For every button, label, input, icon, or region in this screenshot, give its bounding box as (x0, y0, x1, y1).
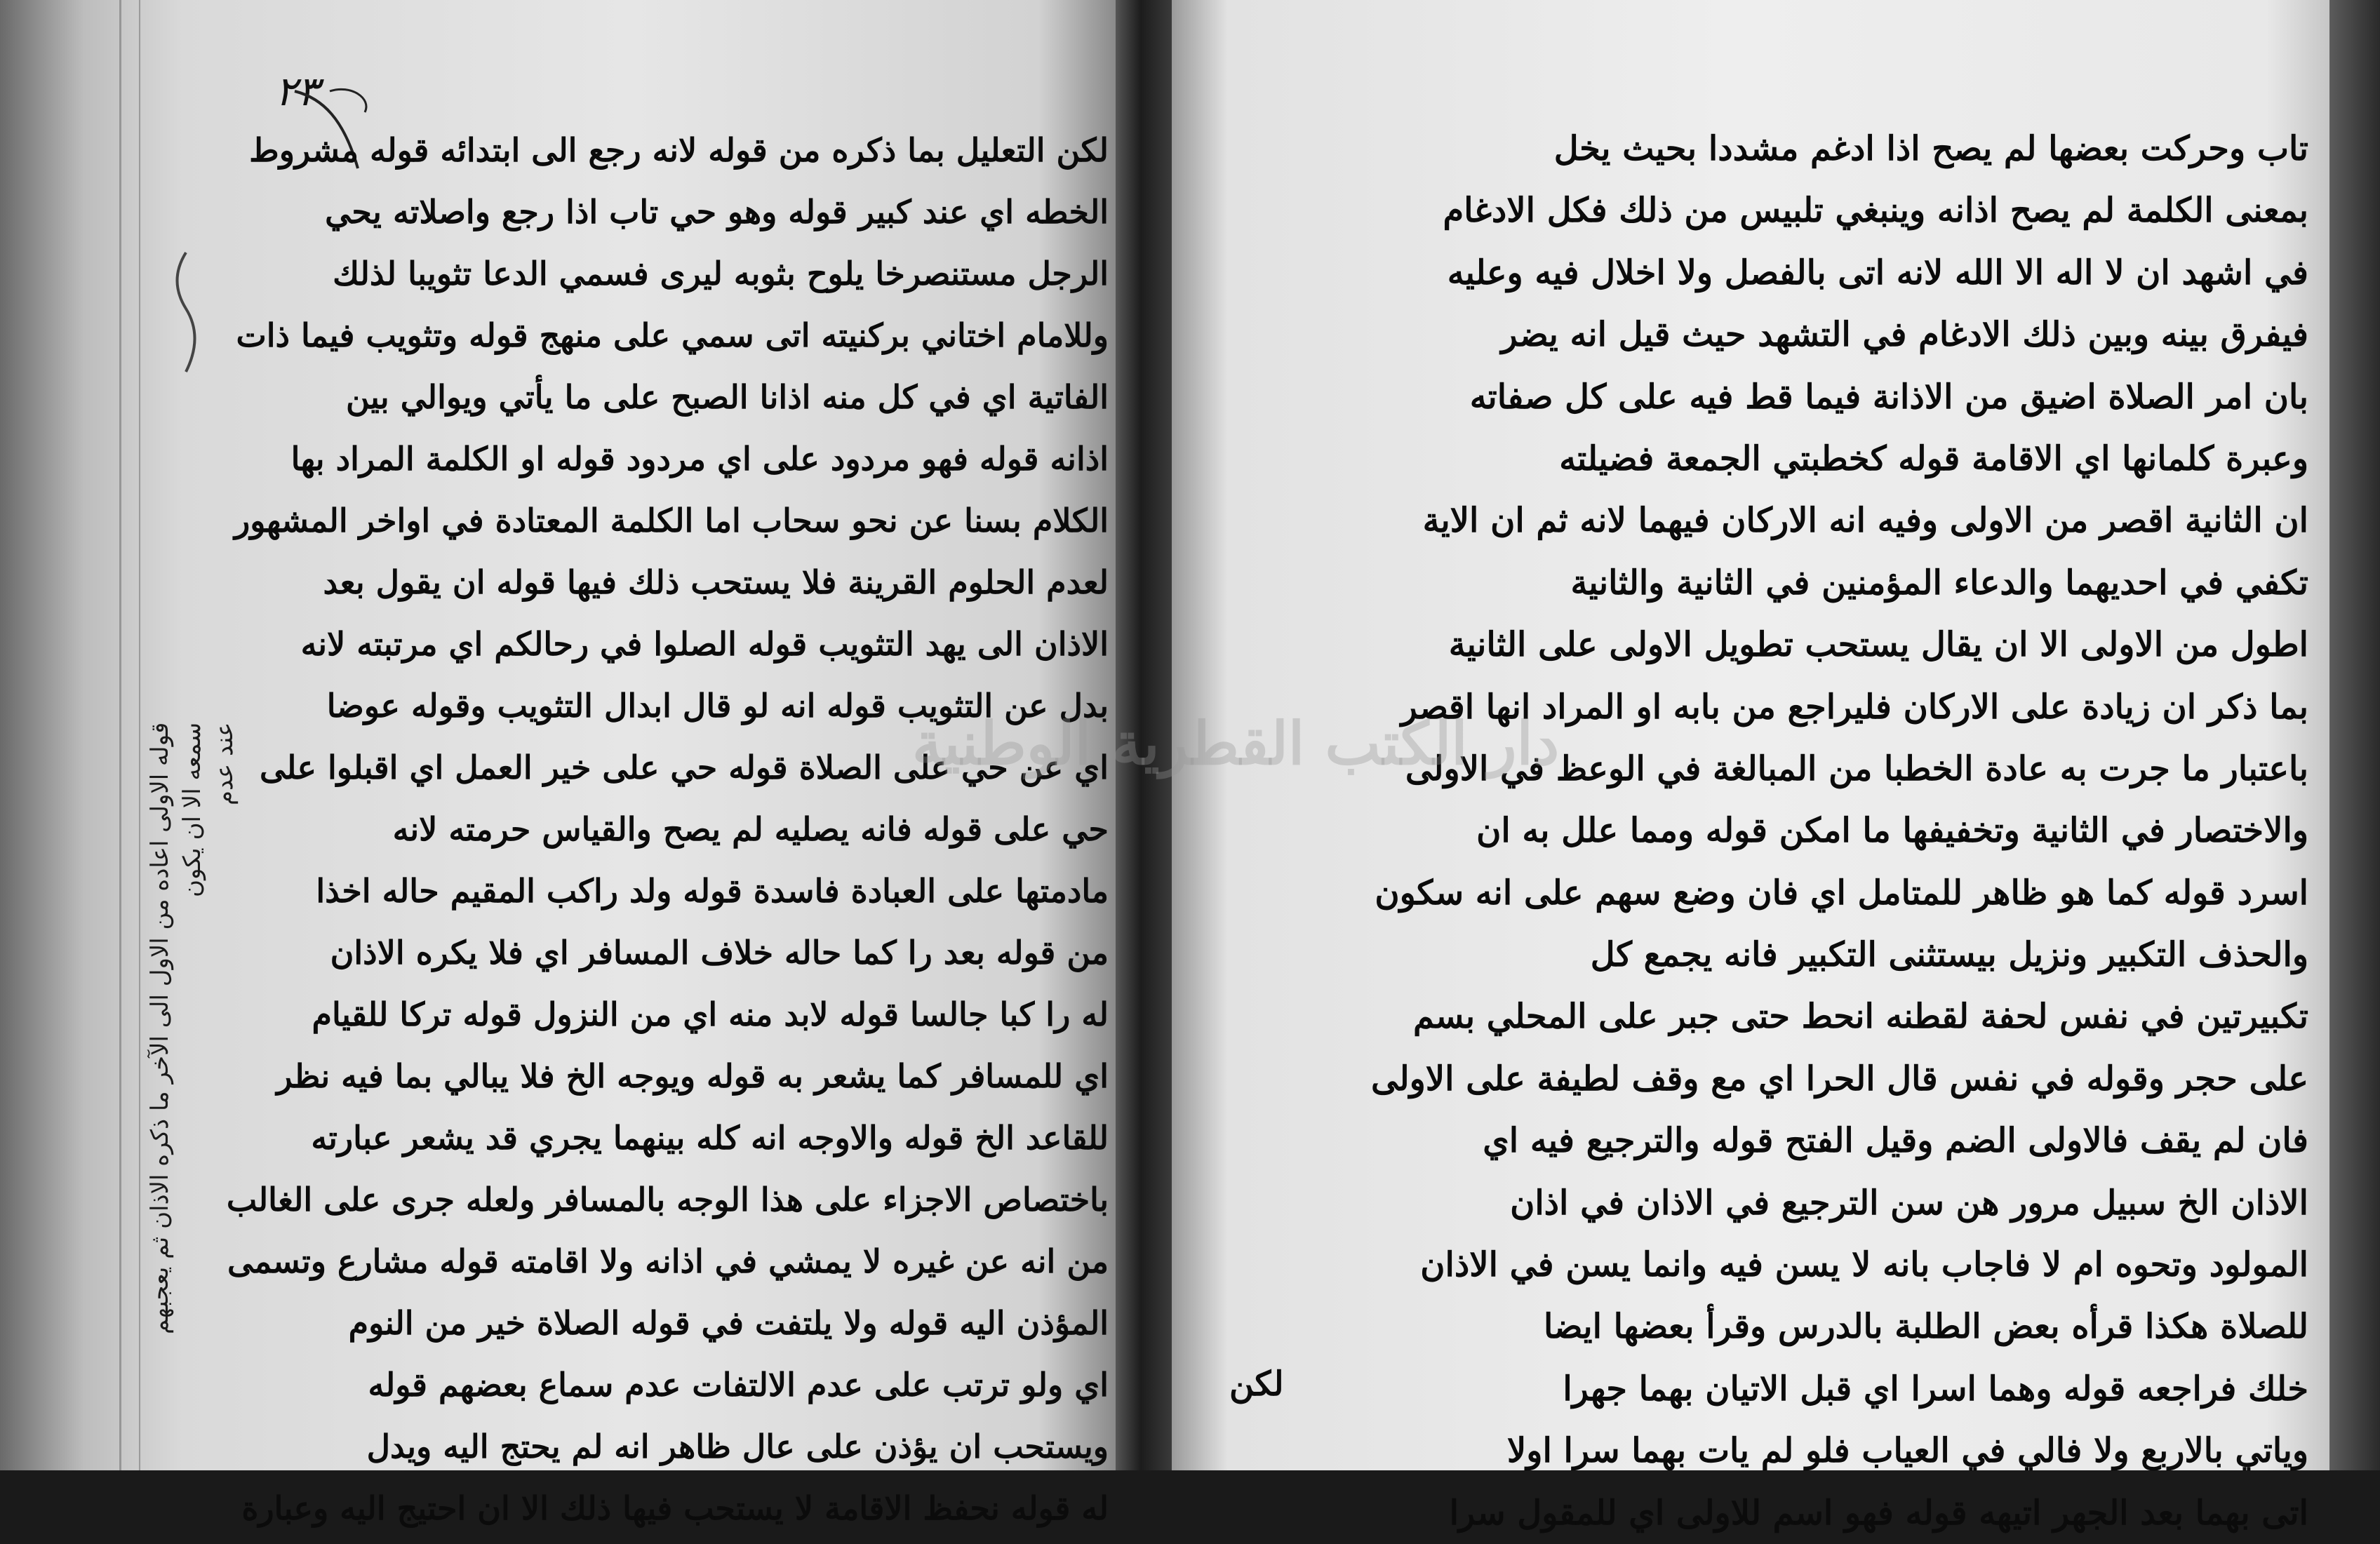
text-line: الخطه اي عند كبير قوله وهو حي تاب اذا رجع واصلاته يحي (325, 193, 1109, 231)
right-page-text (1214, 118, 2308, 1544)
text-line: من انه عن غيره لا يمشي في اذانه ولا اقامته قوله مشارع وتسمى (227, 1242, 1109, 1280)
text-line: للقاعد الخ قوله والاوجه انه كله بينهما يجري قد يشعر عبارته (311, 1119, 1109, 1157)
text-line: حي على قوله فانه يصليه لم يصح والقياس حرمته لانه (392, 810, 1109, 848)
text-line: باعتبار ما جرت به عادة الخطبا من المبالغة في الوعظ في الاولى (1405, 748, 2308, 788)
text-line: المؤذن اليه قوله ولا يلتفت في قوله الصلاة خير من النوم (348, 1304, 1109, 1342)
margin-squiggle-icon (161, 253, 210, 372)
text-line: وعبرة كلمانها اي الاقامة قوله كخطبتي الجمعة فضيلته (1559, 438, 2308, 478)
text-line: ويستحب ان يؤذن على عال ظاهر انه لم يحتج اليه ويدل (366, 1428, 1109, 1465)
text-line: فان لم يقف فالاولى الضم وقيل الفتح قوله والترجيع فيه اي (1483, 1121, 2308, 1161)
text-line: اطول من الاولى الا ان يقال يستحب تطويل الاولى على الثانية (1448, 625, 2308, 665)
text-line: وللامام اختاني بركنيته اتى سمي على منهج قوله وتثويب فيما ذات (236, 316, 1109, 354)
text-line: اتى بهما بعد الجهر اتيهه قوله فهو اسم للاولى اي للمقول سرا (1449, 1493, 2308, 1533)
text-line: الاذان الخ سبيل مرور هن سن الترجيع في الاذان في اذان (1510, 1183, 2308, 1223)
text-line: والحذف التكبير ونزيل بيستثنى التكبير فانه يجمع كل (1590, 935, 2308, 975)
text-line: بان امر الصلاة اضيق من الاذانة فيما قط فيه على كل صفاته (1469, 377, 2308, 417)
margin-note-text: قوله الاولى اعاده من الاول الى الآخر ما ذكره الاذان ثم يعجبهم سمعه الا ان يكون (146, 723, 206, 1335)
text-line: وياتي بالاربع ولا فالي في العياب فلو لم يات بهما سرا اولا (1506, 1431, 2308, 1471)
text-line: تكبيرتين في نفس لحفة لقطنه انحط حتى جبر على المحلي بسم (1412, 997, 2308, 1037)
text-line: اي عن حي على الصلاة قوله حي على خير العمل اي اقبلوا على (259, 748, 1109, 786)
text-line: بدل عن التثويب قوله انه لو قال ابدال التثويب وقوله عوضا (326, 687, 1109, 725)
text-line: لعدم الحلوم القرينة فلا يستحب ذلك فيها قوله ان يقول بعد (323, 563, 1109, 601)
text-line: له را كبا جالسا قوله لابد منه اي من النزول قوله تركا للقيام (312, 995, 1109, 1033)
left-page-text (226, 119, 1109, 1539)
text-line: الفاتية اي في كل منه اذانا الصبح على ما يأتي ويوالي بين (346, 378, 1109, 416)
page-edge (2329, 0, 2380, 1470)
text-line: الرجل مستنصرخا يلوح بثوبه ليرى فسمي الدعا تثويبا لذلك (333, 255, 1109, 293)
text-line: المولود وتحوه ام لا فاجاب بانه لا يسن فيه وانما يسن في الاذان (1420, 1245, 2308, 1285)
text-line: مادمتها على العبادة فاسدة قوله ولد راكب المقيم حاله اخذا (316, 872, 1109, 910)
text-line: بمعنى الكلمة لم يصح اذانه وينبغي تلبيس من ذلك فكل الادغام (1443, 191, 2308, 231)
margin-note (144, 723, 241, 1354)
text-line: في اشهد ان لا اله الا الله لانه اتى بالفصل ولا اخلال فيه وعليه (1447, 253, 2308, 293)
text-line: باختصاص الاجزاء على هذا الوجه بالمسافر ولعله جرى على الغالب (226, 1181, 1109, 1219)
text-line: بما ذكر ان زيادة على الاركان فليراجع من بابه او المراد انها اقصر (1400, 687, 2308, 727)
text-line: الاذان الى يهد التثويب قوله الصلوا في رحالكم اي مرتبته لانه (300, 625, 1109, 663)
library-watermark: دار الكتب القطرية الوطنية (912, 709, 1560, 778)
page-ruling-line (119, 0, 121, 1470)
text-line: ان الثانية اقصر من الاولى وفيه انه الاركان فيهما لانه ثم ان الاية (1422, 501, 2308, 541)
text-line: اي ولو ترتب على عدم الالتفات عدم سماع بعضهم قوله (368, 1366, 1109, 1404)
text-line: تكفي في احديهما والدعاء المؤمنين في الثانية والثانية (1570, 563, 2308, 603)
text-line: اسرد قوله كما هو ظاهر للمتامل اي فان وضع سهم على انه سكون (1375, 873, 2308, 913)
text-line: من قوله بعد را كما حاله خلاف المسافر اي فلا يكره الاذان (330, 934, 1109, 972)
text-line: للصلاة هكذا قرأه بعض الطلبة بالدرس وقرأ بعضها ايضا (1543, 1307, 2308, 1347)
text-line: خلك فراجعه قوله وهما اسرا اي قبل الاتيان بهما جهرا (1563, 1369, 2308, 1409)
text-line: اي للمسافر كما يشعر به قوله ويوجه الخ فلا يبالي بما فيه نظر (276, 1057, 1109, 1095)
text-line: اذانه قوله فهو مردود على اي مردود قوله او الكلمة المراد بها (290, 440, 1109, 478)
text-line: تاب وحركت بعضها لم يصح اذا ادغم مشددا بحيث يخل (1553, 129, 2308, 168)
text-line: على حجر وقوله في نفس قال الحرا اي مع وقف لطيفة على الاولى (1370, 1059, 2308, 1099)
text-line: له قوله نحفظ الاقامة لا يستحب فيها ذلك الا ان احتيج اليه وعبارة (241, 1489, 1109, 1527)
catchword: لكن (1229, 1364, 1284, 1404)
text-line: والاختصار في الثانية وتخفيفها ما امكن قوله ومما علل به ان (1476, 811, 2308, 851)
margin-note-small: عند عدم (210, 723, 239, 806)
text-line: لكن التعليل بما ذكره من قوله لانه رجع الى ابتدائه قوله مشروط (249, 131, 1109, 169)
folio-number: ٢٣ (275, 67, 319, 115)
page-ruling-line (139, 0, 140, 1470)
text-line: فيفرق بينه وبين ذلك الادغام في التشهد حيث قيل انه يضر (1501, 315, 2308, 355)
text-line: الكلام بسنا عن نحو سحاب اما الكلمة المعتادة في اواخر المشهور (234, 502, 1109, 539)
